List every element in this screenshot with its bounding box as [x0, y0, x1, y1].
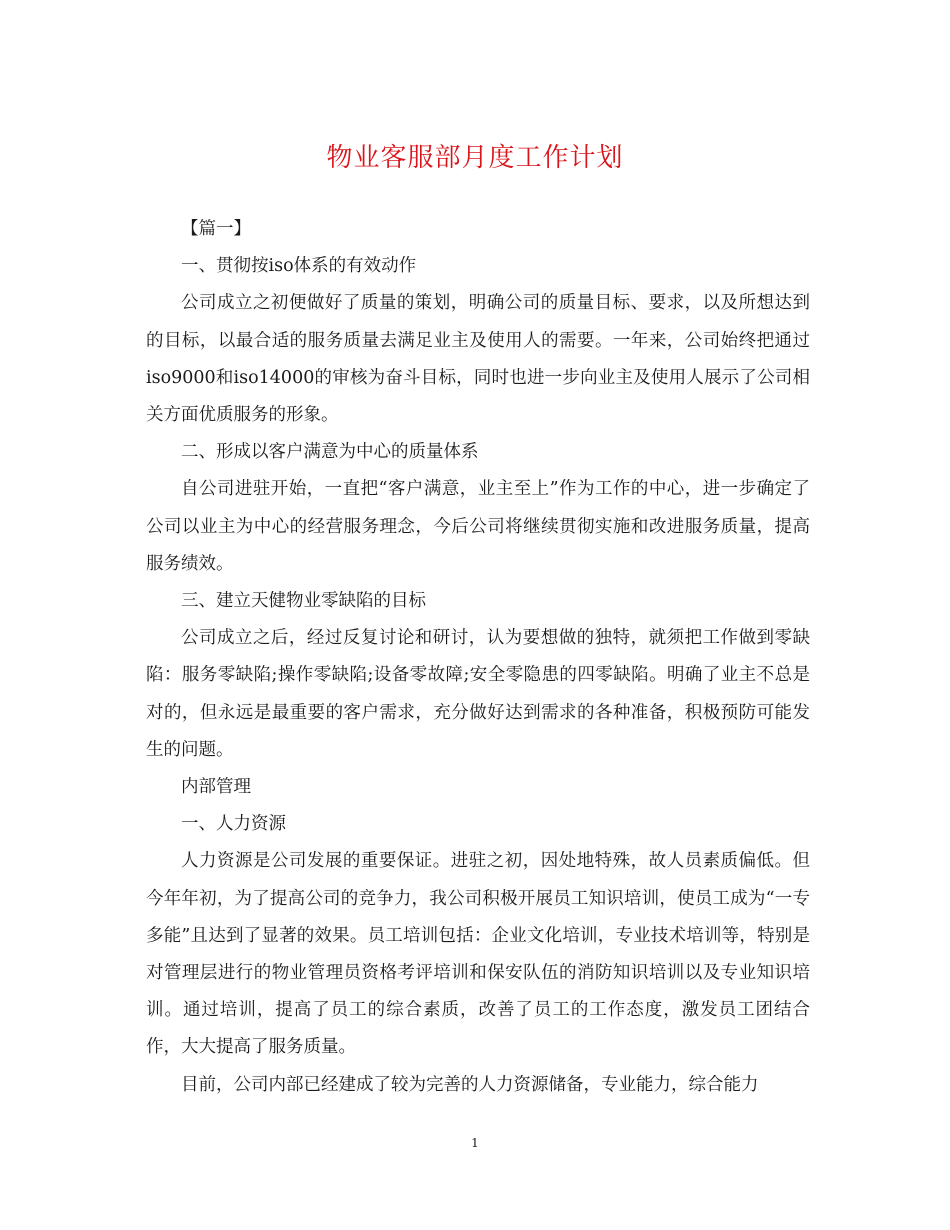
body-paragraph: 自公司进驻开始，一直把“客户满意，业主至上”作为工作的中心，进一步确定了公司以业主为中心的经营服务理念，今后公司将继续贯彻实施和改进服务质量，提高服务绩效。 [146, 479, 810, 574]
section-label: 【篇一】 [181, 219, 251, 239]
body-paragraph: 公司成立之初便做好了质量的策划，明确公司的质量目标、要求，以及所想达到的目标，以最合适的服务质量去满足业主及使用人的需要。一年来，公司始终把通过iso9000和iso14000的审核为奋斗目标，同时也进一步向业主及使用人展示了公司相关方面优质服务的形象。 [146, 293, 810, 426]
page-number: 1 [471, 1136, 479, 1150]
section-heading: 三、建立天健物业零缺陷的目标 [181, 591, 426, 612]
section-heading: 一、人力资源 [181, 814, 286, 835]
body-paragraph: 人力资源是公司发展的重要保证。进驻之初，因处地特殊，故人员素质偏低。但今年年初，为了提高公司的竞争力，我公司积极开展员工知识培训，使员工成为“一专多能”且达到了显著的效果。员工培训包括：企业文化培训，专业技术培训等，特别是对管理层进行的物业管理员资格考评培训和保安队伍的消防知识培训以及专业知识培训。通过培训，提高了员工的综合素质，改善了员工的工作态度，激发员工团结合作，大大提高了服务质量。 [146, 851, 810, 1058]
section-heading: 内部管理 [181, 777, 251, 798]
document-body [146, 211, 810, 1104]
document-title: 物业客服部月度工作计划 [326, 143, 624, 173]
section-heading: 一、贯彻按iso体系的有效动作 [181, 256, 417, 277]
section-heading: 二、形成以客户满意为中心的质量体系 [181, 442, 479, 463]
body-paragraph: 目前，公司内部已经建成了较为完善的人力资源储备，专业能力，综合能力 [181, 1074, 759, 1095]
body-paragraph: 公司成立之后，经过反复讨论和研讨，认为要想做的独特，就须把工作做到零缺陷：服务零缺陷;操作零缺陷;设备零故障;安全零隐患的四零缺陷。明确了业主不总是对的，但永远是最重要的客户需求，充分做好达到需求的各种准备，积极预防可能发生的问题。 [146, 628, 810, 760]
